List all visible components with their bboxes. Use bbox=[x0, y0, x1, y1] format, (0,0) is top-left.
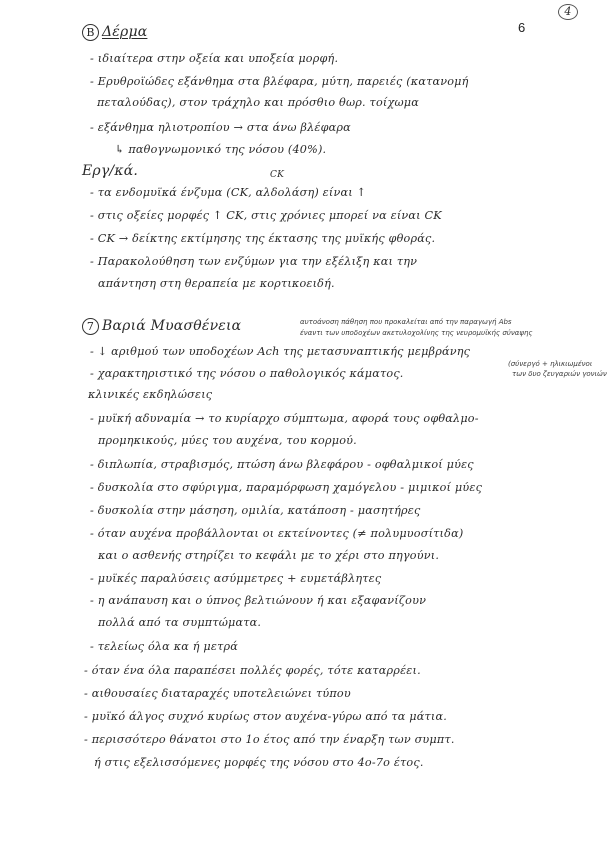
right-note-2: των δυο ζευγαριών γονιών bbox=[512, 370, 607, 378]
erga-line-4: - Παρακολούθηση των ενζύμων για την εξέλιξη και την bbox=[90, 255, 418, 268]
section-b-heading bbox=[82, 24, 147, 41]
erga-line-3: - CK → δείκτης εκτίμησης της έκτασης της μυϊκής φθοράς. bbox=[90, 232, 436, 245]
s7-line-6: - διπλωπία, στραβισμός, πτώση άνω βλεφάρου - οφθαλμικοί μύες bbox=[90, 458, 474, 471]
s7-line-2: - χαρακτηριστικό της νόσου ο παθολογικός κάματος. bbox=[90, 367, 404, 380]
corner-mark: 4 bbox=[558, 4, 578, 20]
s7-line-8: - δυσκολία στην μάσηση, ομιλία, κατάποση - μασητήρες bbox=[90, 504, 421, 517]
s7-line-14: - τελείως όλα κα ή μετρά bbox=[90, 640, 238, 653]
s7-line-15: - όταν ένα όλα παραπέσει πολλές φορές, τότε καταρρέει. bbox=[84, 664, 421, 677]
s7-line-1: - ↓ αριθμού των υποδοχέων Ach της μετασυναπτικής μεμβράνης bbox=[90, 345, 471, 358]
erga-line-5: απάντηση στη θεραπεία με κορτικοειδή. bbox=[98, 277, 335, 290]
right-note-1: (σύνεργό + ηλικιωμένοι bbox=[508, 360, 593, 368]
section-b-line-4: - εξάνθημα ηλιοτροπίου → στα άνω βλέφαρα bbox=[90, 121, 351, 134]
s7-line-16: - αιθουσαίες διαταραχές υποτελειώνει τύπου bbox=[84, 687, 351, 700]
section-b-line-2: - Ερυθροϊώδες εξάνθημα στα βλέφαρα, μύτη, παρειές (κατανομή bbox=[90, 75, 469, 88]
page-number: 6 bbox=[518, 20, 526, 35]
s7-line-3: κλινικές εκδηλώσεις bbox=[88, 388, 213, 401]
s7-line-18: - περισσότερο θάνατοι στο 1ο έτος από την έναρξη των συμπτ. bbox=[84, 733, 455, 746]
side-note-1: αυτοάνοση πάθηση που προκαλείται από την παραγωγή Abs bbox=[300, 318, 512, 326]
section-7-marker: 7 bbox=[82, 318, 99, 335]
section-b-line-5: ↳ παθογνωμονικό της νόσου (40%). bbox=[115, 143, 327, 156]
erga-line-2: - στις οξείες μορφές ↑ CK, στις χρόνιες μπορεί να είναι CK bbox=[90, 209, 442, 222]
s7-line-4: - μυϊκή αδυναμία → το κυρίαρχο σύμπτωμα, αφορά τους οφθαλμο- bbox=[90, 412, 479, 425]
section-7-title: Βαριά Μυασθένεια bbox=[102, 318, 242, 334]
s7-line-17: - μυϊκό άλγος συχνό κυρίως στον αυχένα-γύρω από τα μάτια. bbox=[84, 710, 448, 723]
section-b-marker: B bbox=[82, 24, 99, 41]
s7-line-5: προμηκικούς, μύες του αυχένα, του κορμού. bbox=[98, 434, 357, 447]
side-note-2: έναντι των υποδοχέων ακετυλοχολίνης της νευρομυϊκής σύναψης bbox=[300, 329, 533, 337]
ck-note: CK bbox=[270, 170, 285, 180]
s7-line-9: - όταν αυχένα προβάλλονται οι εκτείνοντες (≠ πολυμυοσίτιδα) bbox=[90, 527, 464, 540]
s7-line-19: ή στις εξελισσόμενες μορφές της νόσου στο 4ο-7ο έτος. bbox=[94, 756, 424, 769]
section-b-line-1: - ιδιαίτερα στην οξεία και υποξεία μορφή. bbox=[90, 52, 339, 65]
erga-heading: Εργ/κά. bbox=[82, 163, 139, 179]
section-b-title: Δέρμα bbox=[102, 24, 148, 40]
s7-line-10: και ο ασθενής στηρίζει το κεφάλι με το χέρι στο πηγούνι. bbox=[98, 549, 440, 562]
erga-line-1: - τα ενδομυϊκά ένζυμα (CK, αλδολάση) είναι ↑ bbox=[90, 186, 367, 199]
section-b-line-3: πεταλούδας), στον τράχηλο και πρόσθιο θωρ. τοίχωμα bbox=[97, 96, 419, 109]
s7-line-13: πολλά από τα συμπτώματα. bbox=[98, 616, 262, 629]
s7-line-7: - δυσκολία στο σφύριγμα, παραμόρφωση χαμόγελου - μιμικοί μύες bbox=[90, 481, 483, 494]
s7-line-11: - μυϊκές παραλύσεις ασύμμετρες + ευμετάβλητες bbox=[90, 572, 382, 585]
section-7-heading bbox=[82, 318, 241, 335]
s7-line-12: - η ανάπαυση και ο ύπνος βελτιώνουν ή και εξαφανίζουν bbox=[90, 594, 427, 607]
